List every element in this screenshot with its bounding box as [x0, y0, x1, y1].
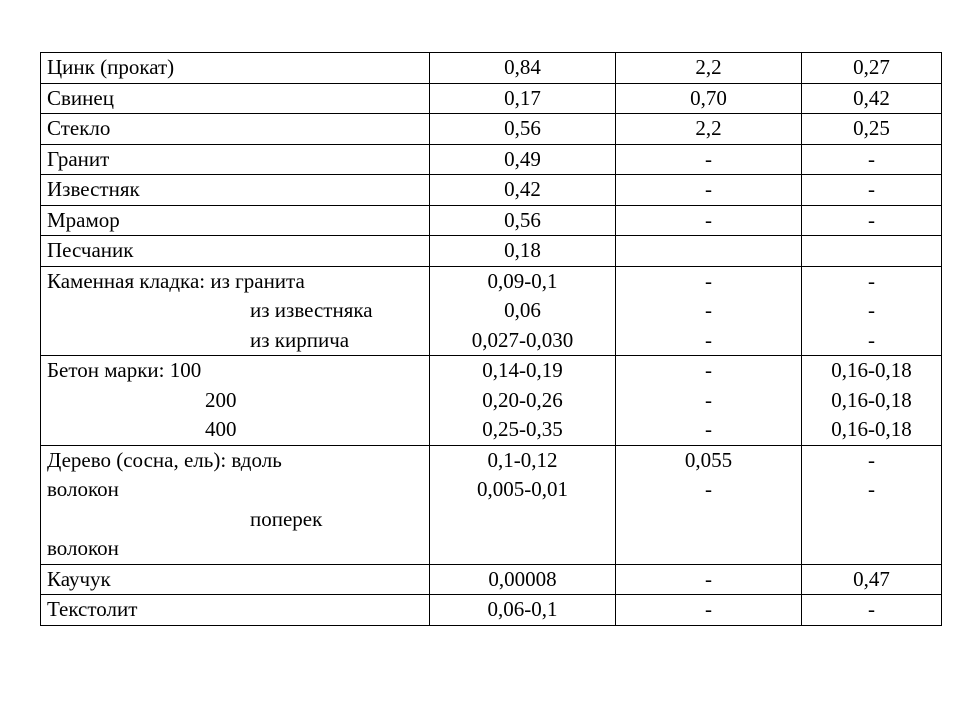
value-cell-1: [430, 175, 616, 206]
cell-line: -: [705, 146, 712, 171]
cell-line: 0,1-0,12: [487, 447, 558, 472]
table-row: [41, 445, 942, 564]
table-row: [41, 83, 942, 114]
cell-line: 0,42: [853, 85, 890, 110]
cell-line: из известняка: [250, 298, 373, 322]
cell-line: Стекло: [47, 116, 111, 140]
cell-line: -: [868, 177, 875, 201]
cell-line: Известняк: [47, 177, 140, 201]
material-name-cell: [41, 53, 430, 84]
table-row: [41, 236, 942, 267]
material-name-cell: [41, 266, 430, 356]
cell-line: 0,06: [504, 298, 541, 322]
cell-line: Свинец: [47, 85, 114, 110]
value-cell-1: [430, 266, 616, 356]
material-name-cell: [41, 564, 430, 595]
value-cell-3: [802, 114, 942, 145]
value-cell-1: [430, 445, 616, 564]
cell-line: 0,18: [504, 238, 541, 262]
value-cell-3: [802, 564, 942, 595]
cell-line: -: [705, 477, 712, 501]
value-cell-2: [616, 205, 802, 236]
cell-line: -: [705, 298, 712, 322]
material-name-cell: [41, 144, 430, 175]
value-cell-3: [802, 236, 942, 267]
value-cell-1: [430, 205, 616, 236]
cell-line: волокон: [47, 536, 119, 560]
value-cell-1: [430, 564, 616, 595]
value-cell-2: [616, 356, 802, 446]
cell-line: 0,25: [853, 116, 890, 140]
cell-line: -: [868, 298, 875, 322]
value-cell-1: [430, 83, 616, 114]
cell-line: -: [705, 268, 712, 293]
cell-line: -: [705, 207, 712, 232]
value-cell-3: [802, 175, 942, 206]
cell-line: Каменная кладка: из гранита: [47, 268, 305, 293]
cell-line: 0,27: [853, 55, 890, 79]
value-cell-2: [616, 144, 802, 175]
value-cell-2: [616, 114, 802, 145]
cell-line: 0,16-0,18: [831, 417, 912, 441]
material-name-cell: [41, 83, 430, 114]
cell-line: 0,14-0,19: [482, 358, 563, 382]
cell-line: 0,70: [690, 85, 727, 110]
cell-line: 2,2: [695, 116, 722, 140]
cell-line: 0,56: [504, 116, 541, 140]
cell-line: -: [868, 597, 875, 621]
cell-line: 0,25-0,35: [482, 417, 563, 441]
cell-line: Дерево (сосна, ель): вдоль: [47, 447, 282, 472]
cell-line: 0,09-0,1: [487, 268, 558, 293]
material-name-cell: [41, 175, 430, 206]
value-cell-1: [430, 356, 616, 446]
material-name-cell: [41, 236, 430, 267]
value-cell-2: [616, 83, 802, 114]
value-cell-3: [802, 144, 942, 175]
cell-line: из кирпича: [250, 327, 350, 352]
material-name-cell: [41, 595, 430, 626]
value-cell-1: [430, 595, 616, 626]
cell-line: Текстолит: [47, 597, 138, 621]
cell-line: -: [705, 177, 712, 201]
value-cell-2: [616, 53, 802, 84]
table-row: [41, 595, 942, 626]
cell-line: волокон: [47, 477, 119, 501]
table-row: [41, 175, 942, 206]
cell-line: 0,47: [853, 566, 890, 591]
cell-line: 2,2: [695, 55, 722, 79]
value-cell-3: [802, 205, 942, 236]
table-row: [41, 114, 942, 145]
cell-line: Цинк (прокат): [47, 55, 175, 79]
cell-line: 0,16-0,18: [831, 358, 912, 382]
cell-line: Мрамор: [47, 207, 120, 232]
table-row: [41, 205, 942, 236]
cell-line: -: [705, 358, 712, 382]
cell-line: 0,06-0,1: [487, 597, 558, 621]
cell-line: -: [868, 327, 875, 352]
cell-line: 0,16-0,18: [831, 387, 912, 412]
value-cell-1: [430, 144, 616, 175]
cell-line: Песчаник: [47, 238, 134, 262]
table-row: [41, 53, 942, 84]
value-cell-2: [616, 236, 802, 267]
table-body: [41, 53, 942, 626]
cell-line: 0,17: [504, 85, 541, 110]
cell-line: Гранит: [47, 146, 110, 171]
material-name-cell: [41, 356, 430, 446]
material-name-cell: [41, 445, 430, 564]
cell-line: -: [705, 387, 712, 412]
cell-line: -: [705, 327, 712, 352]
table-row: [41, 266, 942, 356]
value-cell-3: [802, 356, 942, 446]
table-row: [41, 144, 942, 175]
cell-line: 200: [205, 387, 237, 412]
cell-line: Бетон марки: 100: [47, 358, 202, 382]
cell-line: 0,42: [504, 177, 541, 201]
cell-line: -: [868, 477, 875, 501]
value-cell-3: [802, 266, 942, 356]
value-cell-2: [616, 175, 802, 206]
cell-line: Каучук: [47, 566, 111, 591]
cell-line: -: [705, 566, 712, 591]
table-row: [41, 564, 942, 595]
value-cell-1: [430, 114, 616, 145]
cell-line: поперек: [250, 506, 323, 531]
material-properties-table: [40, 52, 942, 626]
value-cell-3: [802, 595, 942, 626]
cell-line: -: [705, 417, 712, 441]
cell-line: 0,20-0,26: [482, 387, 563, 412]
value-cell-3: [802, 83, 942, 114]
value-cell-2: [616, 595, 802, 626]
cell-line: 0,56: [504, 207, 541, 232]
cell-line: 0,055: [684, 447, 733, 472]
cell-line: -: [868, 207, 875, 232]
cell-line: [808, 236, 935, 266]
value-cell-3: [802, 53, 942, 84]
value-cell-1: [430, 53, 616, 84]
cell-line: 400: [205, 417, 237, 441]
material-name-cell: [41, 114, 430, 145]
material-name-cell: [41, 205, 430, 236]
table-row: [41, 356, 942, 446]
cell-line: 0,84: [504, 55, 541, 79]
value-cell-2: [616, 564, 802, 595]
value-cell-2: [616, 445, 802, 564]
cell-line: 0,00008: [488, 566, 557, 591]
cell-line: [622, 236, 795, 266]
cell-line: -: [868, 146, 875, 171]
cell-line: 0,49: [504, 146, 541, 171]
value-cell-1: [430, 236, 616, 267]
value-cell-2: [616, 266, 802, 356]
value-cell-3: [802, 445, 942, 564]
cell-line: -: [705, 597, 712, 621]
cell-line: 0,027-0,030: [471, 327, 574, 352]
cell-line: 0,005-0,01: [477, 477, 568, 501]
cell-line: -: [868, 268, 875, 293]
cell-line: -: [868, 447, 875, 472]
